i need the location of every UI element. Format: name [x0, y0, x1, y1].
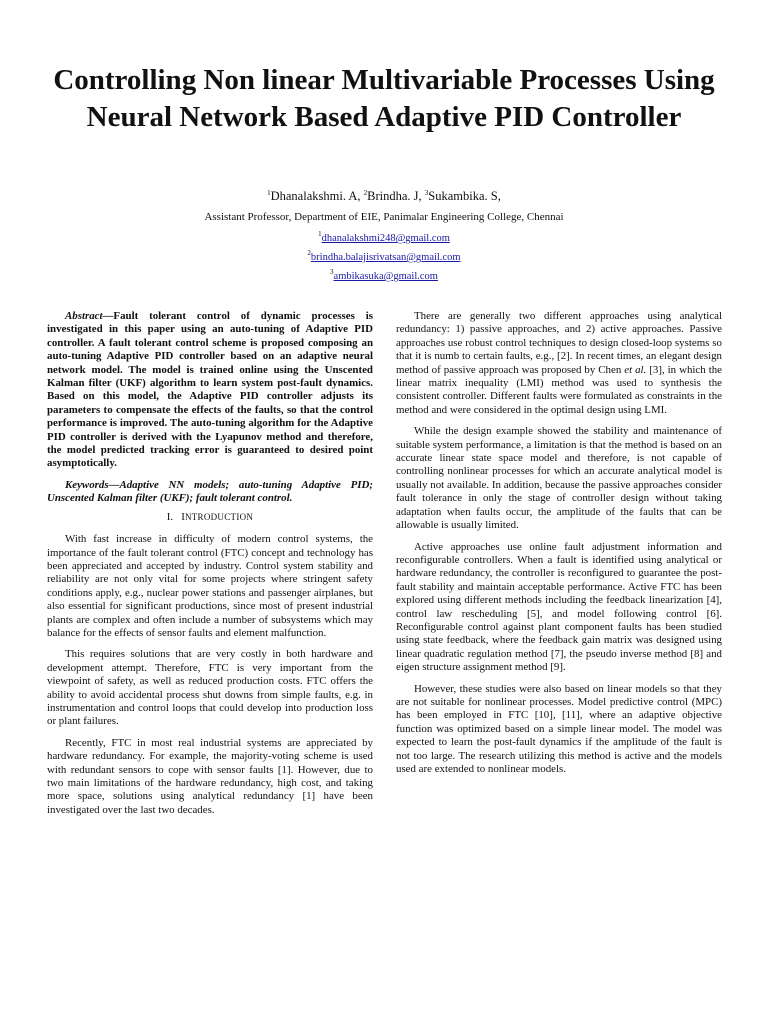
- paragraph: However, these studies were also based on linear models so that they are not suitable for nonlinear processes. Model predictive control (MPC) has been employed in FTC [10], [11], where an adaptive objective function was optimized based on a simple linear model. The model was expected to learn the post-fault dynamics if the amplitude of the fault is not too large. The research utilizing this method is active and the models used are extended to nonlinear models.: [396, 682, 722, 775]
- paragraph: There are generally two different approaches using analytical redundancy: 1) passive approaches, and 2) active approaches. Passive approaches use robust control techniques to design closed-loop systems so that it is numb to certain faults, e.g., [2]. In recent times, an elegant design method of passive approach was proposed by Chen et al. [3], in which the linear matrix inequality (LMI) method was used to synthesis the consistent controller. Different faults were formulated as constraints in the method and were considered in the optimal design using LMI.: [396, 310, 722, 416]
- right-column: [396, 310, 722, 784]
- abstract-lead: Abstract: [65, 310, 103, 322]
- author-3: $^3$Sukambika. S,: [424, 189, 501, 203]
- author-email-3: $^3$ambikasuka@gmail.com: [330, 268, 438, 282]
- author-email-1: $^1$dhanalakshmi248@gmail.com: [318, 230, 450, 244]
- section-heading-introduction: I. INTRODUCTION: [166, 510, 254, 523]
- email-link-3[interactable]: ambikasuka@gmail.com: [333, 271, 438, 282]
- keywords: Keywords—Adaptive NN models; auto-tuning Adaptive PID; Unscented Kalman filter (UKF); fault tolerant control.: [47, 478, 373, 505]
- affiliation: Assistant Professor, Department of EIE, Panimalar Engineering College, Chennai: [204, 211, 564, 223]
- paper-title: Controlling Non linear Multivariable Processes Using Neural Network Based Adaptive PID Controller: [53, 64, 715, 133]
- paragraph: Active approaches use online fault adjustment information and reconfigurable controllers. When a fault is identified using analytical or hardware redundancy, the controller is reconfigured to guarantee the post-fault stability and maintain acceptable performance. Active FTC has been explored using different methods including the feedback linearization [4], control law rescheduling [5], and model following control [6]. Reconfigurable control against plant component faults has been studied using state feedback, where the feedback gain matrix was designed using linear quadratic regulation method [7], the pseudo inverse method [8] and eigen structure assignment method [9].: [396, 540, 722, 674]
- author-1: $^1$Dhanalakshmi. A,: [267, 189, 364, 203]
- author-2: $^2$Brindha. J,: [363, 189, 425, 203]
- author-email-2: $^2$brindha.balajisrivatsan@gmail.com: [307, 249, 461, 263]
- author-line: [0, 189, 768, 204]
- abstract: [47, 310, 373, 471]
- email-link-1[interactable]: dhanalakshmi248@gmail.com: [321, 233, 450, 244]
- abstract-text: —Fault tolerant control of dynamic processes is investigated in this paper using an auto-tuning of Adaptive PID controller. A fault tolerant control scheme is proposed composing an auto-tuning Adaptive PID controller based on an adaptive neural network model. The model is trained online using the Unscented Kalman filter (UKF) algorithm to learn system post-fault dynamics. Based on this model, the Adaptive PID controller adjusts its parameters to compensate the effects of the faults, so that the control performance is improved. The auto-tuning algorithm for the Adaptive PID controller is derived with the Lyapunov method and therefore, the model predicted tracking error is guaranteed to desired point asymptotically.: [47, 310, 373, 470]
- email-link-2[interactable]: brindha.balajisrivatsan@gmail.com: [310, 252, 461, 263]
- paragraph: With fast increase in difficulty of modern control systems, the importance of the fault tolerant control (FTC) concept and technology has been appreciated and accepted by industry. Control system stability and reliability are not only vital for some projects where stringent safety conditions apply, e.g., nuclear power stations and passenger airplanes, but also essential for significant productions, since most of present industrial plants are complex and often include a number of subsystems which may balance for the effects of sensor faults and element malfunction.: [47, 533, 373, 639]
- citation-etal: et al.: [624, 363, 647, 376]
- paragraph: This requires solutions that are very costly in both hardware and development attempt. Therefore, FTC is very important from the viewpoint of safety, as well as reduced production costs. FTC offers the ability to avoid accidental process shut downs from simple faults, e.g. in instrumentation and control loops that could develop into production loss or plant failures.: [47, 648, 373, 728]
- paragraph: Recently, FTC in most real industrial systems are appreciated by hardware redundancy. For example, the majority-voting scheme is used with redundant sensors to cope with sensor faults [1]. However, due to two main limitations of the hardware redundancy, high cost, and taking more space, solutions using analytical redundancy [1] have been investigated over the last two decades.: [47, 736, 373, 816]
- paragraph: While the design example showed the stability and maintenance of suitable system performance, a limitation is that the method is based on an accurate linear state space model and therefore, is not capable of controlling nonlinear processes for which an accurate analytical model is usually not available. In addition, because the passive approaches consider fault tolerance in only the stage of controller design without taking adaptation when faults occur, the amplitude of the faults that can be allowable is usually limited.: [396, 425, 722, 532]
- left-column: [47, 310, 373, 825]
